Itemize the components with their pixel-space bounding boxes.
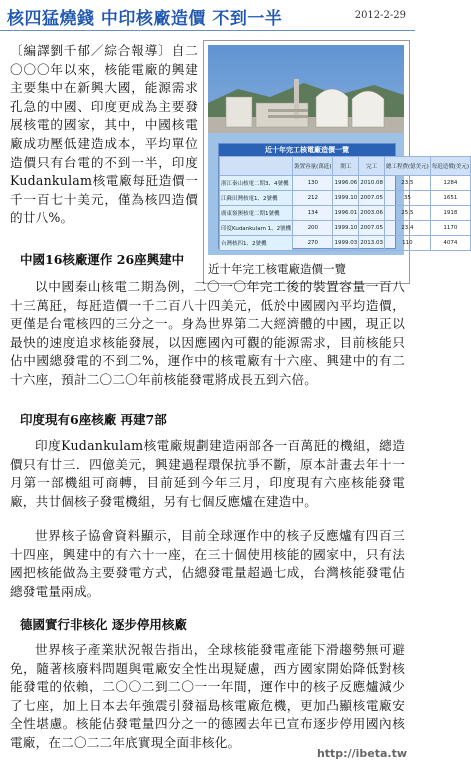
article-header: [0, 0, 415, 31]
table-cell: 1651: [430, 191, 470, 206]
table-cell: 270: [293, 236, 333, 251]
article-headline: 核四猛燒錢 中印核廠造價 不到一半: [7, 9, 283, 29]
table-cell: 1996.06: [333, 176, 359, 191]
table-cell: 江蘇田灣核電1、2號機: [220, 191, 293, 206]
table-cell: 2013.03: [359, 236, 385, 251]
table-cell: 1996.01: [333, 206, 359, 221]
table-cell: 浙江秦山核電二期3、4號機: [220, 176, 293, 191]
nuclear-plant-photo: [208, 45, 470, 255]
table-cell: 130: [293, 176, 333, 191]
cost-table-header-cell: 開工: [333, 157, 359, 176]
table-cell: 1999.10: [333, 221, 359, 236]
paragraph-world-reactors: 世界核子協會資料顯示，目前全球運作中的核子反應爐有四百三十四座，興建中的有六十一座，在三十個使用核能的國家中，只有法國把核能做為主要發電方式，佔總發電量超過七成，台灣核能發電佔總發電量兩成。: [10, 528, 405, 599]
paragraph-germany: 世界核子產業狀況報告指出，全球核能發電產能下滑趨勢無可避免，隨著核廢料問題與電廠安全性出現疑慮，西方國家開始降低對核能發電的依賴，二〇〇二到二〇一一年間，運作中的核子反應爐減少了七座，加上日本去年強震引發福島核電廠危機，更加凸顯核電廠安全性堪慮。核能佔發電量四分之一的德國去年已宣布逐步停用國內核電廠，在二〇二二年底實現全面非核化。: [10, 642, 405, 750]
table-cell: 200: [293, 221, 333, 236]
table-cell: 2010.08: [359, 176, 385, 191]
cost-table-header-cell: 總工程費(億美元): [384, 157, 430, 176]
cost-table-header-row: [220, 157, 471, 176]
table-row: [220, 191, 471, 206]
section-heading-india: 印度現有6座核廠 再建7部: [20, 412, 167, 427]
table-cell: 1918: [430, 206, 470, 221]
table-cell: 212: [293, 191, 333, 206]
table-row: [220, 176, 471, 191]
paragraph-china: 以中國秦山核電二期為例，二〇一〇年完工後的裝置容量一百八十三萬瓩，每瓩造價一千二百八十四美元，低於中國國內平均造價，更僅是台電核四的三分之一。身為世界第二大經濟體的中國，現正以最快的速度追求核能發展，以因應國內可觀的能源需求，目前核能只佔中國總發電的不到二%，運作中的核電廠有十六座、興建中的有二十六座，預計二〇二〇年前核能發電將成長五到六倍。: [10, 279, 405, 387]
news-figure: [203, 40, 470, 284]
table-cell: 1284: [430, 176, 470, 191]
cost-table: [219, 156, 471, 251]
table-cell: 1170: [430, 221, 470, 236]
table-cell: 134: [293, 206, 333, 221]
cost-table-header-cell: 完工: [359, 157, 385, 176]
cost-table-header-cell: [220, 157, 293, 176]
table-cell: 110: [384, 236, 430, 251]
table-cell: 23.5: [384, 176, 430, 191]
table-cell: 23.4: [384, 221, 430, 236]
site-watermark: http://ibeta.tw: [316, 747, 407, 760]
table-cell: 2003.06: [359, 206, 385, 221]
table-cell: 4074: [430, 236, 470, 251]
table-cell: 印度Kudankulam 1、2號機: [220, 221, 293, 236]
table-cell: 2007.05: [359, 191, 385, 206]
figure-caption: 近十年完工核電廠造價一覽: [208, 262, 346, 276]
lead-paragraph: 〔編譯劉千郁／綜合報導〕自二〇〇〇年以來，核能電廠的興建主要集中在新興大國，能源需求孔急的中國、印度更成為主要發展核電的國家，其中，中國核電廠成功壓低建造成本，平均單位造價只有台電的不到一半，印度Kudankulam核電廠每瓩造價一千一百七十美元，僅為核四造價的廿八%。: [10, 43, 198, 226]
cost-table-title: 近十年完工核電廠造價一覽: [219, 144, 395, 156]
table-cell: 廣東嶺澳核電二期1號機: [220, 206, 293, 221]
cost-table-header-cell: 裝置容量(萬瓩): [293, 157, 333, 176]
cost-table-panel: [218, 143, 470, 249]
table-cell: 2007.05: [359, 221, 385, 236]
table-row: [220, 236, 471, 251]
table-cell: 1999.03: [333, 236, 359, 251]
section-heading-china: 中國16核廠運作 26座興建中: [20, 252, 185, 267]
table-cell: 1999.10: [333, 191, 359, 206]
table-cell: 25.5: [384, 206, 430, 221]
table-row: [220, 206, 471, 221]
table-cell: 35: [384, 191, 430, 206]
section-heading-germany: 德國實行非核化 逐步停用核廠: [20, 617, 187, 632]
article-date: 2012-2-29: [354, 10, 406, 21]
cost-table-header-cell: 每瓩造價(美元): [430, 157, 470, 176]
table-cell: 台灣核四1、2號機: [220, 236, 293, 251]
paragraph-india: 印度Kudankulam核電廠規劃建造兩部各一百萬瓩的機組，總造價只有廿三．四億美元，興建過程環保抗爭不斷，原本計畫去年十一月第一部機組可商轉，目前延到今年三月，印度現有六座核能發電廠，共廿個核子發電機組，另有七個反應爐在建造中。: [10, 438, 405, 509]
table-row: [220, 221, 471, 236]
